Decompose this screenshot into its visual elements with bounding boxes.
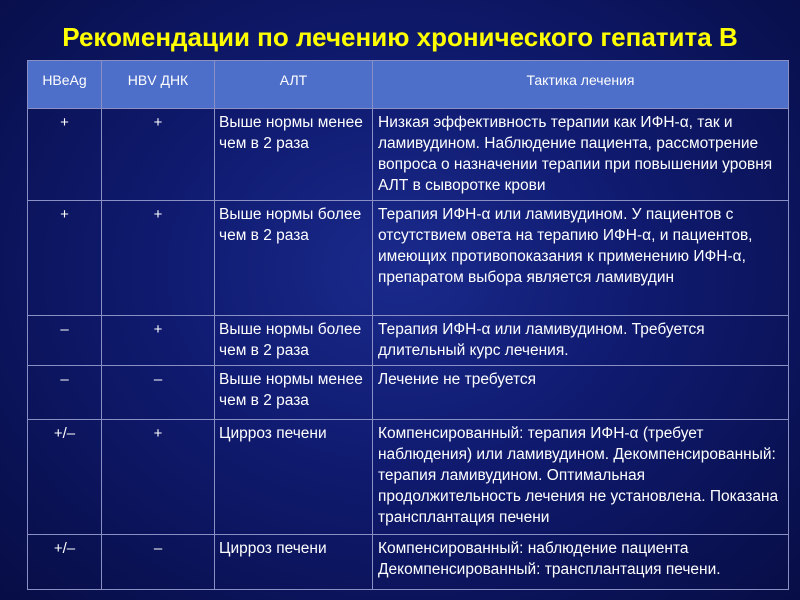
alt-cell: Выше нормы менее чем в 2 раза <box>219 371 363 409</box>
header-cell <box>102 61 215 109</box>
hbv-dna-cell: + <box>153 206 163 223</box>
table-row <box>28 535 789 590</box>
hbv-dna-cell: + <box>153 425 163 442</box>
table-row <box>28 366 789 420</box>
alt-cell: Выше нормы менее чем в 2 раза <box>219 114 363 152</box>
table-row <box>28 201 789 316</box>
tactics-cell: Низкая эффективность терапии как ИФН-α, так и ламивудином. Наблюдение пациента, рассмотрение вопроса о назначении терапии при повышении уровня АЛТ в сыворотке крови <box>378 114 773 194</box>
header-alt: АЛТ <box>279 72 308 88</box>
hbv-dna-cell: – <box>153 540 163 557</box>
hbeag-cell: – <box>60 371 69 388</box>
header-cell <box>373 61 789 109</box>
hbeag-cell: +/– <box>53 425 76 442</box>
hbeag-cell: +/– <box>53 540 76 557</box>
header-hbv-dna: HBV ДНК <box>127 72 189 88</box>
alt-cell: Выше нормы более чем в 2 раза <box>219 321 362 359</box>
header-tactics: Тактика лечения <box>526 72 635 88</box>
hbeag-cell: + <box>60 206 69 223</box>
alt-cell: Цирроз печени <box>219 425 327 442</box>
treatment-table <box>27 60 789 590</box>
tactics-cell: Терапия ИФН-α или ламивудином. Требуется длительный курс лечения. <box>378 321 705 359</box>
table-row <box>28 420 789 535</box>
table-row <box>28 316 789 366</box>
table-header-row <box>28 61 789 109</box>
hbv-dna-cell: + <box>153 321 163 338</box>
hbeag-cell: – <box>60 321 69 338</box>
tactics-cell: Терапия ИФН-α или ламивудином. У пациентов с отсутствием овета на терапию ИФН-α, и пациентов, имеющих противопоказания к применению ИФН-α, препаратом выбора является ламивудин <box>378 206 753 286</box>
page-title: Рекомендации по лечению хронического гепатита В <box>62 22 738 52</box>
hbv-dna-cell: – <box>153 371 163 388</box>
hbv-dna-cell: + <box>153 114 163 131</box>
header-cell <box>215 61 373 109</box>
alt-cell: Цирроз печени <box>219 540 327 557</box>
table-row <box>28 109 789 201</box>
header-cell <box>28 61 102 109</box>
alt-cell: Выше нормы более чем в 2 раза <box>219 206 362 244</box>
tactics-cell: Лечение не требуется <box>378 371 537 388</box>
tactics-cell: Компенсированный: наблюдение пациента Декомпенсированный: трансплантация печени. <box>378 540 721 578</box>
header-hbeag: HBeAg <box>42 72 87 88</box>
hbeag-cell: + <box>60 114 69 131</box>
tactics-cell: Компенсированный: терапия ИФН-α (требует наблюдения) или ламивудином. Декомпенсированный: терапия ламивудином. Оптимальная продолжительность лечения не установлена. Показана трансплантация печени <box>378 425 779 526</box>
